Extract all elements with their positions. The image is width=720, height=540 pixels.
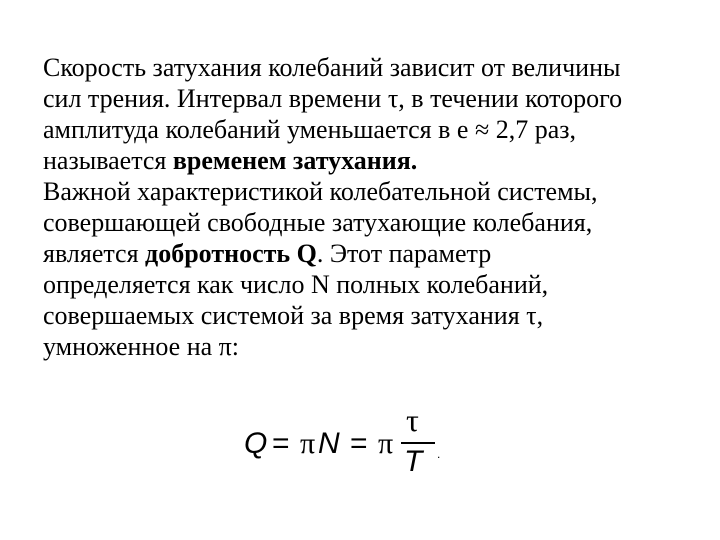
formula-period: . <box>437 447 441 461</box>
text-line: сил трения. Интервал времени τ, в течении которого <box>43 84 623 113</box>
body-text <box>43 52 703 362</box>
text-line: Скорость затухания колебаний зависит от величины <box>43 53 621 82</box>
text-line: совершаемых системой за время затухания τ, <box>43 301 544 330</box>
text-fragment: . Этот параметр <box>316 239 492 268</box>
text-line: совершающей свободные затухающие колебания, <box>43 208 593 237</box>
formula-equals: = <box>350 427 368 460</box>
formula-numerator-tau: τ <box>406 402 419 438</box>
formula-pi: π <box>300 427 316 460</box>
term-damping-time: временем затухания. <box>172 146 418 175</box>
formula-denominator-t: T <box>404 445 423 478</box>
text-line: определяется как число N полных колебаний, <box>43 270 549 299</box>
formula-equals: = <box>272 427 290 460</box>
text-line: Важной характеристикой колебательной системы, <box>43 177 598 206</box>
formula-n: N <box>318 427 340 460</box>
quality-factor-formula <box>244 404 464 484</box>
text-fragment: называется <box>43 146 173 175</box>
text-line: амплитуда колебаний уменьшается в е ≈ 2,7 раз, <box>43 115 577 144</box>
text-fragment: является <box>43 239 146 268</box>
term-quality-factor: добротность Q <box>145 239 317 268</box>
formula-q: Q <box>244 427 268 460</box>
formula-pi: π <box>378 427 394 460</box>
text-line <box>43 145 703 176</box>
text-line: умноженное на π: <box>43 332 240 361</box>
text-line <box>43 238 703 269</box>
